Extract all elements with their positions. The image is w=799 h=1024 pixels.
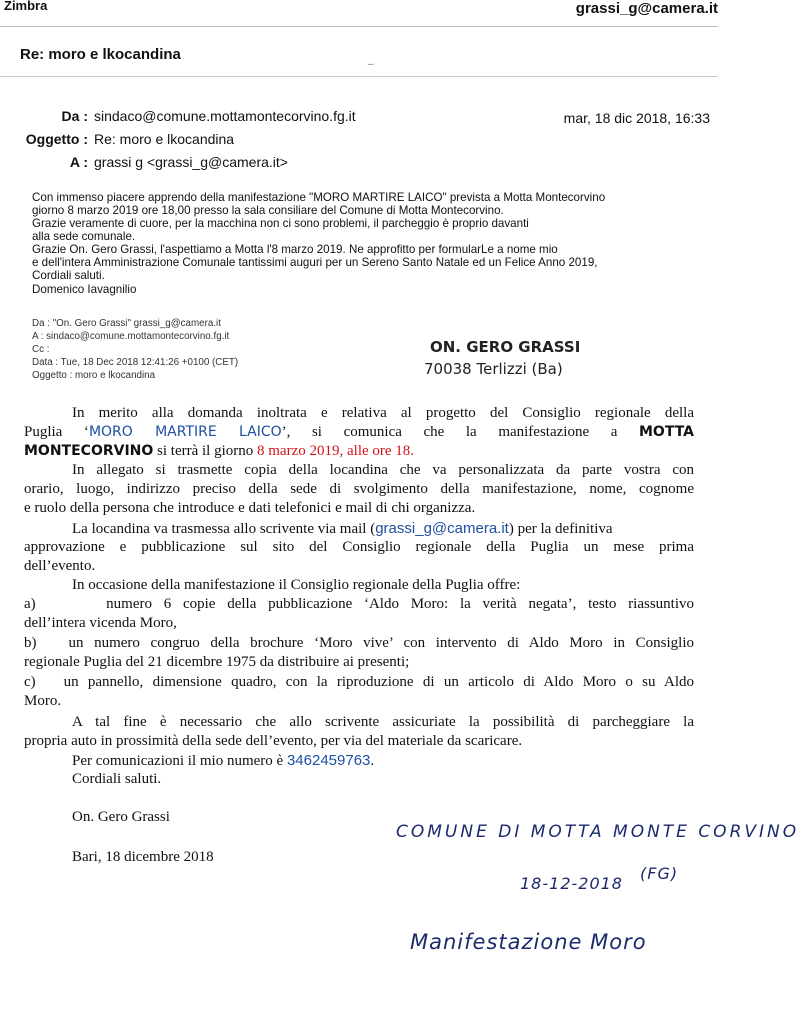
message-line: giorno 8 marzo 2019 ore 18,00 presso la sala consiliare del Comune di Motta Montecorvino. [32, 204, 504, 217]
list-item: a) numero 6 copie della pubblicazione ‘Aldo Moro: la verità negata’, testo riassuntivo [24, 596, 694, 612]
list-item: c) un pannello, dimensione quadro, con la riproduzione di un articolo di Aldo Moro o su Aldo [24, 674, 694, 690]
letter-text: ) per la definitiva [508, 521, 613, 537]
message-subject-title: Re: moro e lkocandina [20, 46, 181, 63]
place-date: Bari, 18 dicembre 2018 [72, 849, 214, 865]
quoted-date: Data : Tue, 18 Dec 2018 12:41:26 +0100 (CET) [32, 357, 239, 368]
quoted-from: Da : "On. Gero Grassi" grassi_g@camera.it [32, 318, 221, 329]
subject-divider [0, 76, 718, 77]
message-line: Grazie On. Gero Grassi, l'aspettiamo a Motta l'8 marzo 2019. Ne approfitto per formularLe a nome mio [32, 243, 558, 256]
letter-text: Per comunicazioni il mio numero è [72, 753, 287, 769]
message-line: Con immenso piacere apprendo della manifestazione "MORO MARTIRE LAICO" prevista a Motta Montecorvino [32, 191, 606, 204]
quoted-cc: Cc : [32, 344, 50, 355]
from-label: Da : [61, 108, 88, 124]
message-date: mar, 18 dic 2018, 16:33 [563, 110, 710, 126]
letter-line: e ruolo della persona che introduce e dati telefonici e mail di chi organizza. [24, 500, 476, 516]
event-date: 8 marzo 2019, alle ore 18. [257, 443, 415, 459]
list-item: regionale Puglia del 21 dicembre 1975 da distribuire ai presenti; [24, 654, 410, 670]
handwritten-town: COMUNE DI MOTTA MONTE CORVINO [396, 822, 799, 842]
subject-label: Oggetto : [25, 131, 88, 147]
letter-line: dell’evento. [24, 558, 96, 574]
event-name: MORO MARTIRE LAICO [88, 424, 282, 440]
message-line: e dell'intera Amministrazione Comunale tantissimi auguri per un Sereno Santo Natale ed un Felice Anno 2019, [32, 256, 598, 269]
letter-line [24, 423, 694, 442]
letter-line: In occasione della manifestazione il Consiglio regionale della Puglia offre: [72, 577, 521, 593]
town-name: MOTTA [638, 424, 694, 440]
to-value[interactable]: grassi g <grassi_g@camera.it> [94, 154, 288, 170]
letter-line: propria auto in prossimità della sede dell’evento, per via del materiale da scaricare. [24, 733, 523, 749]
to-label: A : [69, 154, 88, 170]
letter-text: Puglia ‘ [24, 424, 89, 440]
letter-line: A tal fine è necessario che allo scrivente assicuriate la possibilità di parcheggiare la [72, 714, 694, 730]
letter-line: approvazione e pubblicazione sul sito del Consiglio regionale della Puglia un mese prima [24, 539, 694, 555]
app-name: Zimbra [4, 0, 48, 13]
from-value[interactable]: sindaco@comune.mottamontecorvino.fg.it [94, 108, 356, 124]
message-line: Cordiali saluti. [32, 269, 105, 282]
header-divider [0, 26, 718, 27]
phone-link[interactable]: 3462459763 [286, 752, 371, 769]
quoted-to: A : sindaco@comune.mottamontecorvino.fg.it [32, 331, 230, 342]
quoted-subject: Oggetto : moro e lkocandina [32, 370, 156, 381]
closing: Cordiali saluti. [72, 771, 162, 787]
message-line: alla sede comunale. [32, 230, 136, 243]
letter-text: ’, si comunica che la manifestazione a [281, 424, 618, 440]
town-name: MONTECORVINO [24, 443, 154, 459]
list-item: b) un numero congruo della brochure ‘Moro vive’ con intervento di Aldo Moro in Consiglio [24, 635, 694, 651]
user-email[interactable]: grassi_g@camera.it [575, 0, 718, 17]
handwritten-province: (FG) [640, 864, 679, 883]
letter-text: si terrà il giorno [153, 443, 258, 459]
signature: On. Gero Grassi [72, 809, 170, 825]
handwritten-note: Manifestazione Moro [410, 930, 647, 954]
list-item: Moro. [24, 693, 62, 709]
letter-text: La locandina va trasmessa allo scrivente via mail ( [72, 521, 376, 537]
email-link[interactable]: grassi_g@camera.it [375, 520, 509, 537]
stamp-name: ON. GERO GRASSI [430, 338, 581, 356]
handwritten-date: 18-12-2018 [520, 874, 623, 893]
subject-dash: _ [368, 52, 374, 65]
letter-text: . [370, 753, 375, 769]
stamp-address: 70038 Terlizzi (Ba) [424, 360, 563, 378]
message-line: Domenico Iavagnilio [32, 283, 137, 296]
message-line: Grazie veramente di cuore, per la macchina non ci sono problemi, il parcheggio è proprio davanti [32, 217, 529, 230]
letter-line: orario, luogo, indirizzo preciso della sede di svolgimento della manifestazione, nome, cognome [24, 481, 694, 497]
letter-line: In merito alla domanda inoltrata e relativa al progetto del Consiglio regionale della [72, 405, 694, 421]
letter-line [24, 442, 414, 461]
subject-value: Re: moro e lkocandina [94, 131, 235, 147]
letter-line [72, 519, 613, 539]
list-item: dell’intera vicenda Moro, [24, 615, 177, 631]
letter-line [72, 751, 374, 771]
letter-line: In allegato si trasmette copia della locandina che va personalizzata da parte vostra con [72, 462, 694, 478]
